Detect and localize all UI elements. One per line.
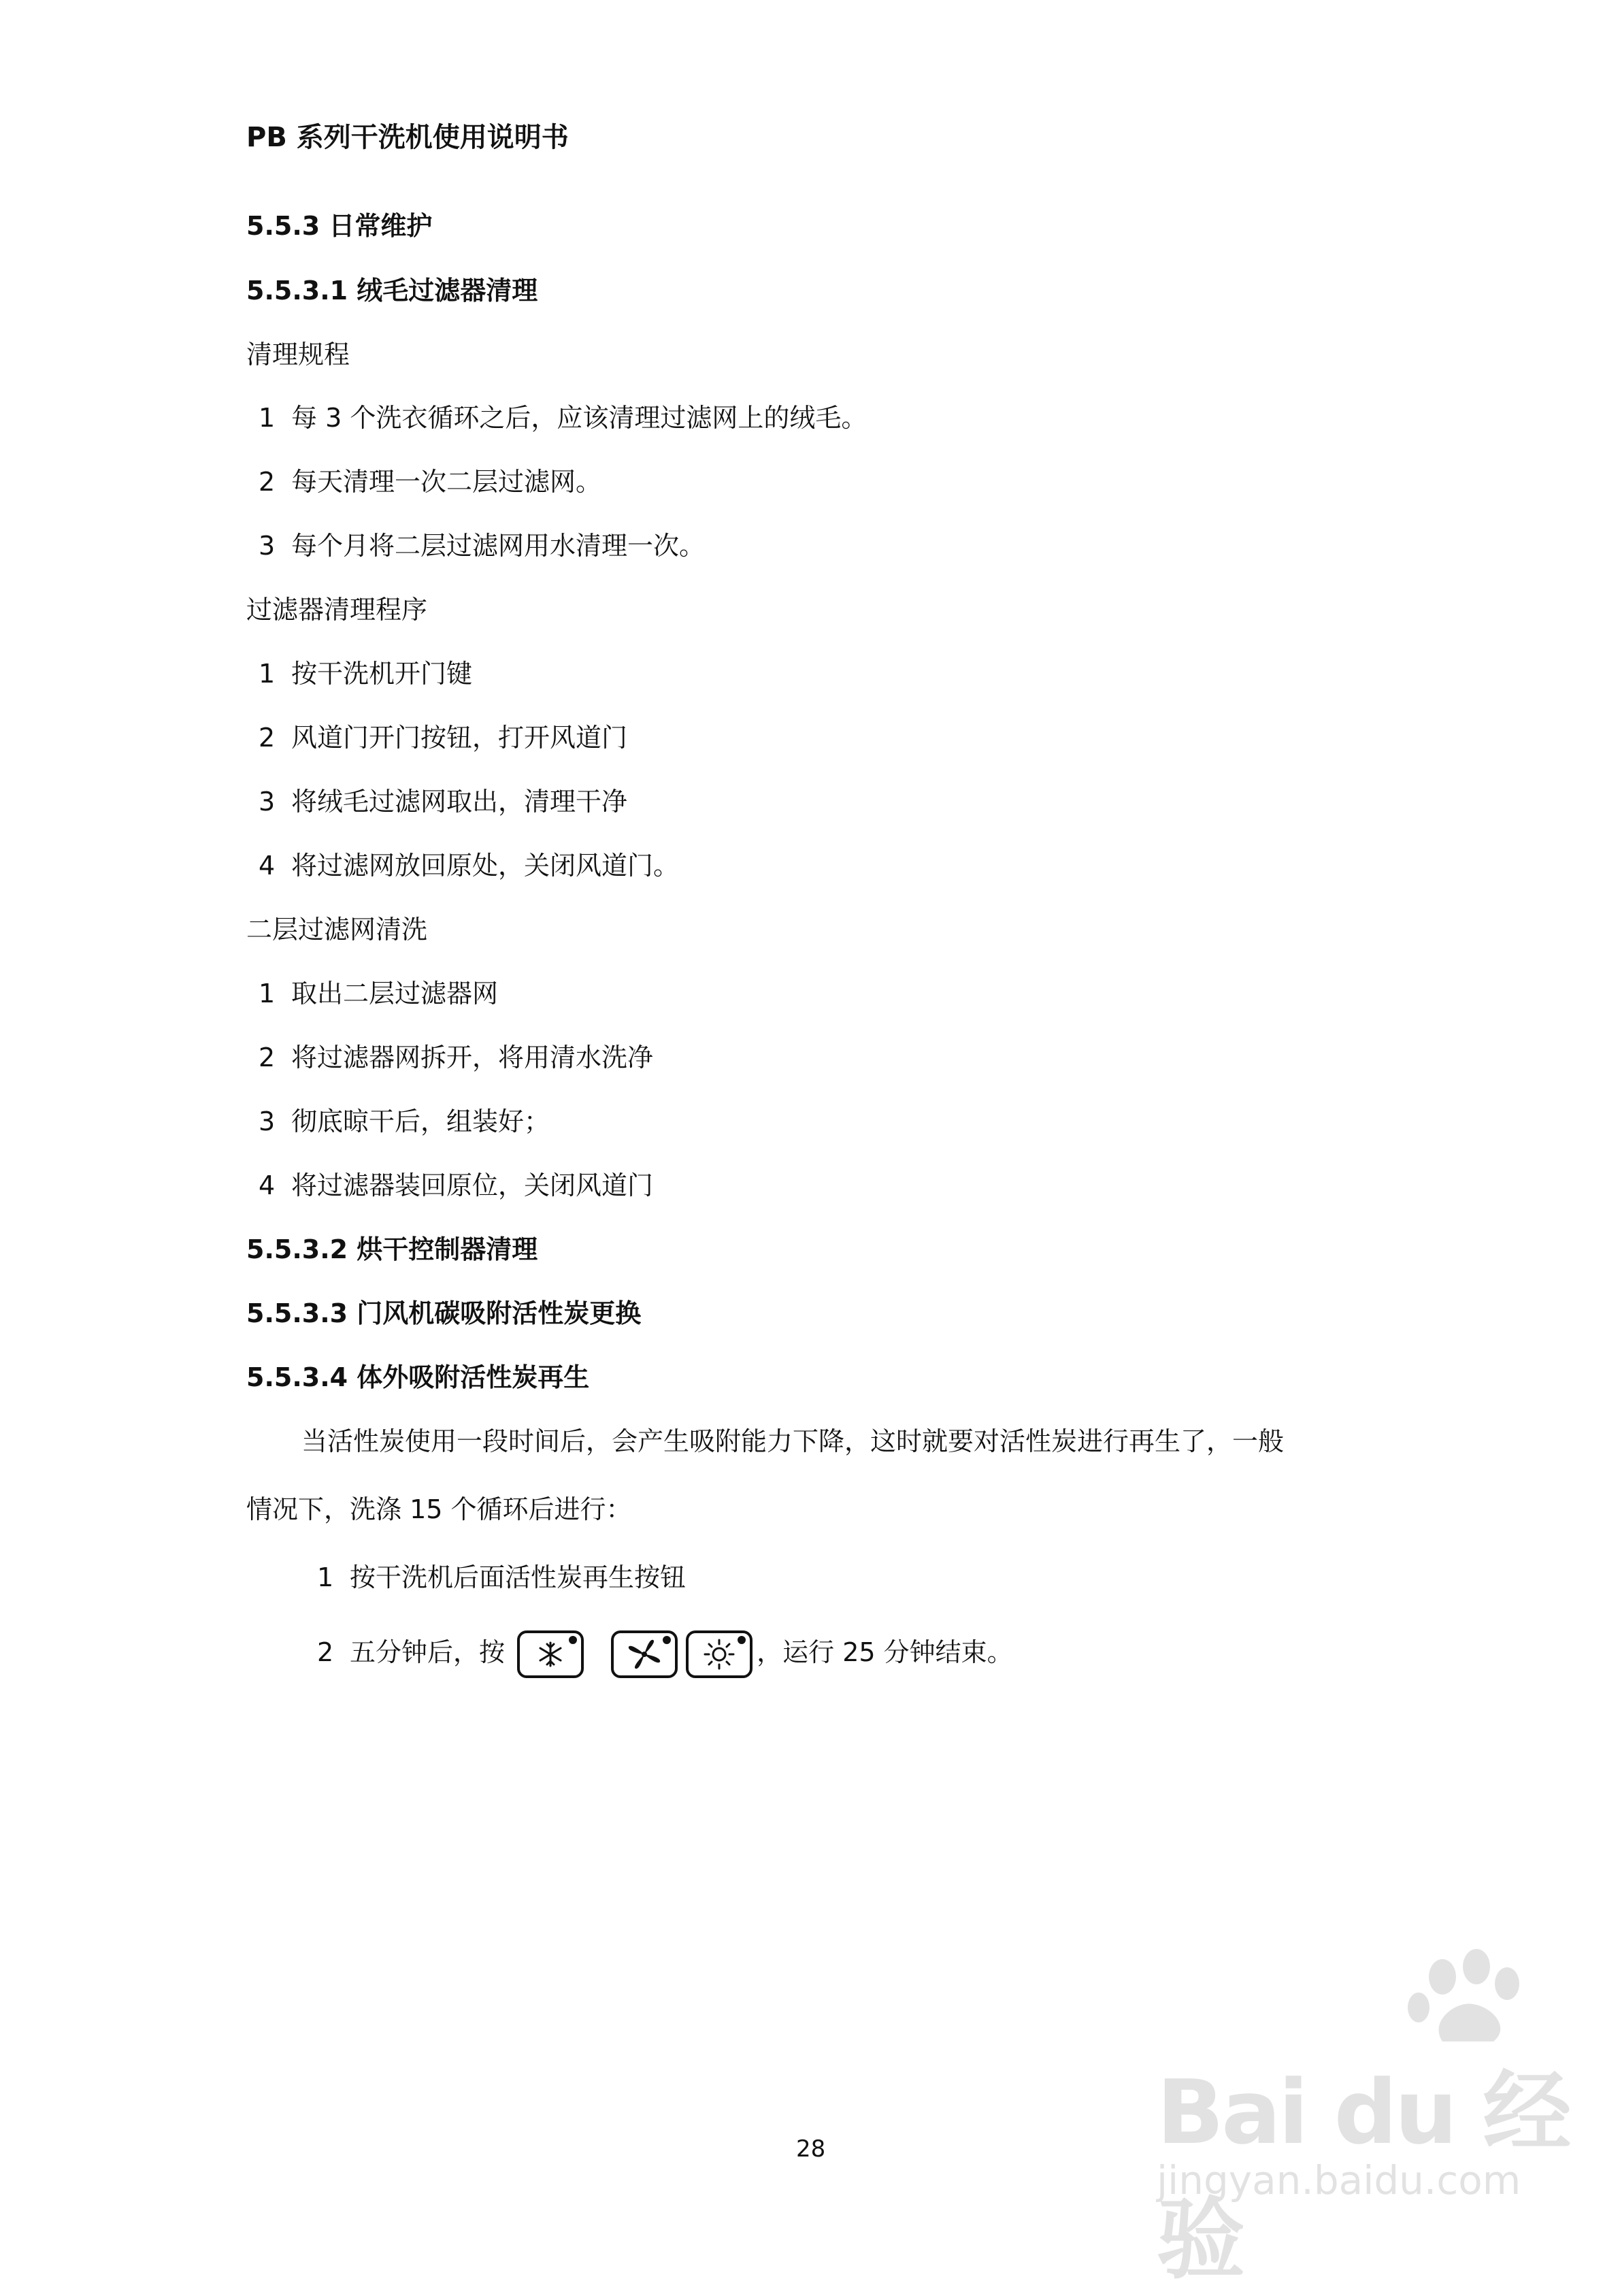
- list-item: 2 每天清理一次二层过滤网。: [259, 467, 602, 497]
- section-heading-5-5-3-2: 5.5.3.2 烘干控制器清理: [246, 1234, 538, 1264]
- list-item: 3 每个月将二层过滤网用水清理一次。: [259, 531, 706, 561]
- list-item: 1 按干洗机后面活性炭再生按钮: [317, 1562, 687, 1592]
- list-item: 4 将过滤网放回原处，关闭风道门。: [259, 851, 680, 881]
- list-item: 3 彻底晾干后，组装好；: [259, 1106, 550, 1136]
- section-heading-5-5-3: 5.5.3 日常维护: [246, 211, 433, 241]
- list-item: 2 将过滤器网拆开，将用清水洗净: [259, 1043, 654, 1072]
- paw-icon: [1402, 1946, 1538, 2048]
- filter-procedure-title: 过滤器清理程序: [246, 595, 428, 625]
- cleaning-rules-title: 清理规程: [246, 340, 350, 370]
- paragraph-line: 当活性炭使用一段时间后，会产生吸附能力下降，这时就要对活性炭进行再生了，一般: [301, 1426, 1285, 1456]
- list-item: 1 按干洗机开门键: [259, 659, 473, 689]
- list-item: 2 风道门开门按钮，打开风道门: [259, 723, 628, 753]
- page-number: 28: [796, 2135, 826, 2163]
- sun-icon: [686, 1630, 753, 1678]
- list-item: 1 取出二层过滤器网: [259, 979, 499, 1008]
- section-heading-5-5-3-3: 5.5.3.3 门风机碳吸附活性炭更换: [246, 1298, 642, 1328]
- list-item: 4 将过滤器装回原位，关闭风道门: [259, 1170, 654, 1200]
- section-heading-5-5-3-1: 5.5.3.1 绒毛过滤器清理: [246, 276, 538, 306]
- section-heading-5-5-3-4: 5.5.3.4 体外吸附活性炭再生: [246, 1362, 590, 1392]
- baidu-watermark: [1143, 1946, 1578, 2291]
- paragraph-line: 情况下，洗涤 15 个循环后进行：: [246, 1494, 632, 1524]
- list-item: 1 每 3 个洗衣循环之后，应该清理过滤网上的绒毛。: [259, 403, 867, 433]
- watermark-brand: Bai du 经验: [1157, 2061, 1569, 2291]
- list-item: 3 将绒毛过滤网取出，清理干净: [259, 787, 628, 817]
- document-title: PB 系列干洗机使用说明书: [246, 122, 569, 153]
- fan-icon: [611, 1630, 678, 1678]
- watermark-url: jingyan.baidu.com: [1157, 2157, 1521, 2203]
- snowflake-icon: [517, 1630, 584, 1678]
- second-filter-title: 二层过滤网清洗: [246, 915, 428, 945]
- list-item: 2 五分钟后，按 ，运行 25 分钟结束。: [317, 1626, 1013, 1678]
